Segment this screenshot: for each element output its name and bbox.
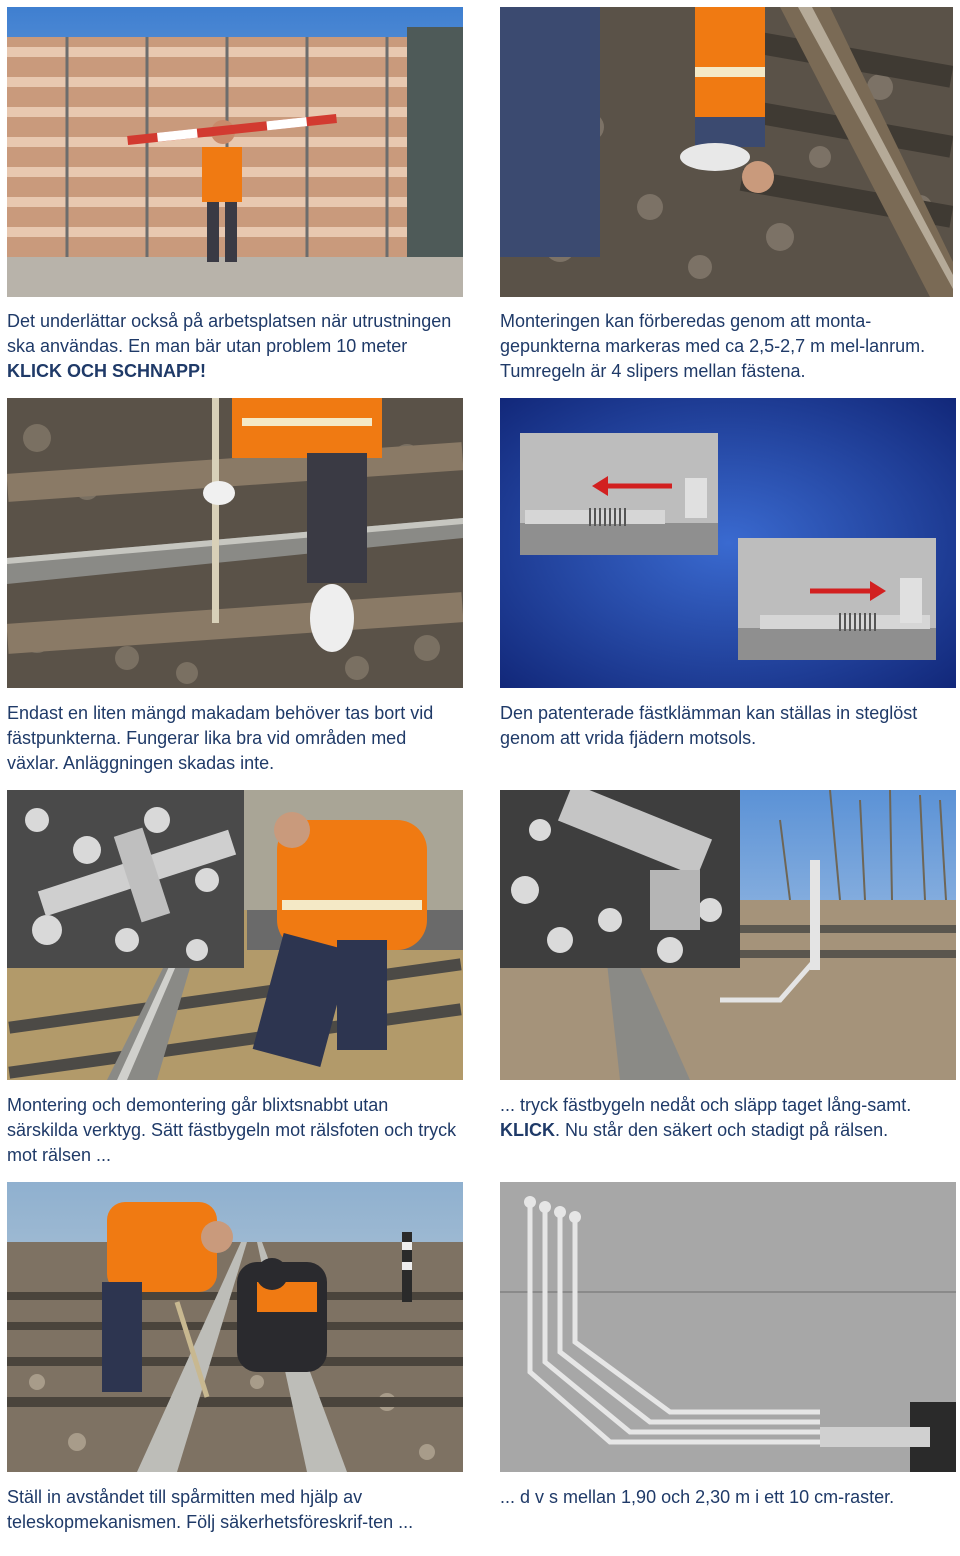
caption-click	[500, 1093, 956, 1143]
caption-distance	[7, 1485, 463, 1535]
photo-bracket-clicked	[500, 790, 956, 1080]
caption-text: Det underlättar också på arbetsplatsen när utrustningen ska användas. En man bär utan problem 10 meter	[7, 311, 452, 356]
photo-worker-carrying-rails	[7, 7, 463, 297]
photo-mounting-bracket	[7, 790, 463, 1080]
caption-emphasis: KLICK	[500, 1120, 555, 1140]
photo-clamp-adjustment	[500, 398, 956, 688]
caption-clamp	[500, 701, 956, 751]
photo-telescope-raster	[500, 1182, 956, 1472]
caption-text: ... d v s mellan 1,90 och 2,30 m i ett 10 cm-raster.	[500, 1487, 895, 1507]
caption-carrying	[7, 309, 463, 384]
caption-text: Ställ in avståndet till spårmitten med hjälp av teleskopmekanismen. Följ säkerhetsföreskrif-ten ...	[7, 1487, 414, 1532]
caption-marking	[500, 309, 956, 384]
caption-text: Monteringen kan förberedas genom att monta-gepunkterna markeras med ca 2,5-2,7 m mel-lanrum. Tumregeln är 4 slipers mellan fästena.	[500, 311, 926, 381]
caption-text: . Nu står den säkert och stadigt på rälsen.	[555, 1120, 889, 1140]
caption-emphasis: KLICK OCH SCHNAPP!	[7, 361, 207, 381]
caption-mounting	[7, 1093, 463, 1168]
caption-text: Montering och demontering går blixtsnabbt utan särskilda verktyg. Sätt fästbygeln mot rälsfoten och tryck mot rälsen ...	[7, 1095, 457, 1165]
caption-text: ... tryck fästbygeln nedåt och släpp taget lång-samt.	[500, 1095, 912, 1115]
caption-raster	[500, 1485, 956, 1510]
caption-text: Den patenterade fästklämman kan ställas in steglöst genom att vrida fjädern motsols.	[500, 703, 918, 748]
photo-setting-distance	[7, 1182, 463, 1472]
photo-removing-ballast	[7, 398, 463, 688]
caption-text: Endast en liten mängd makadam behöver tas bort vid fästpunkterna. Fungerar lika bra vid områden med växlar. Anläggningen skadas inte.	[7, 703, 434, 773]
caption-ballast	[7, 701, 463, 776]
photo-marking-mounting-points	[500, 7, 953, 297]
